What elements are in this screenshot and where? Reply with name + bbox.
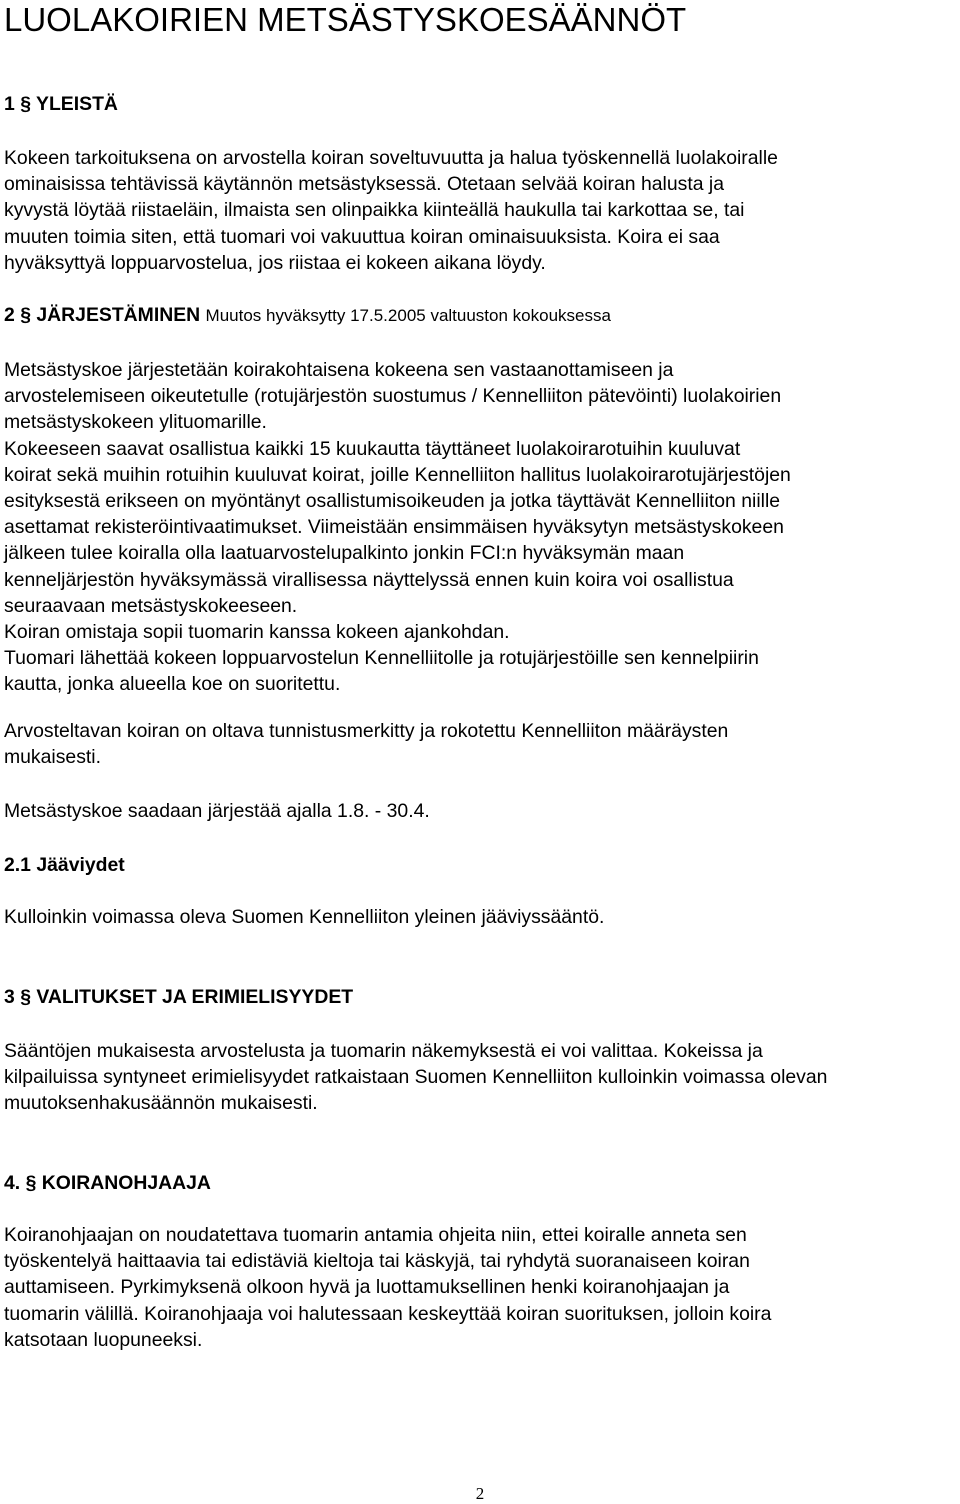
text-line: hyväksyttyä loppuarvostelua, jos riistaa ei kokeen aikana löydy. bbox=[4, 251, 546, 274]
section-sign: § bbox=[20, 93, 31, 115]
section-1-paragraph bbox=[4, 145, 778, 276]
section-4-heading bbox=[4, 1170, 211, 1196]
section-sign: § bbox=[20, 986, 31, 1008]
text-line: metsästyskokeen ylituomarille. bbox=[4, 411, 267, 434]
text-line: Metsästyskoe järjestetään koirakohtaisena kokeena sen vastaanottamiseen ja bbox=[4, 359, 674, 381]
text-line: mukaisesti. bbox=[4, 746, 101, 769]
section-number: 1 bbox=[4, 93, 15, 115]
section-2-heading bbox=[4, 302, 611, 329]
document-title: LUOLAKOIRIEN METSÄSTYSKOESÄÄNNÖT bbox=[4, 1, 687, 38]
section-2-paragraph-3 bbox=[4, 798, 430, 824]
section-sign: § bbox=[20, 304, 31, 326]
text-line: Metsästyskoe saadaan järjestää ajalla 1.8. - 30.4. bbox=[4, 800, 430, 822]
text-line: muuten toimia siten, että tuomari voi vakuuttua koiran ominaisuuksista. Koira ei saa bbox=[4, 225, 720, 248]
section-sign: § bbox=[25, 1172, 37, 1194]
text-line: Kokeen tarkoituksena on arvostella koiran soveltuvuutta ja halua työskennellä luolakoiralle bbox=[4, 147, 778, 169]
section-title: YLEISTÄ bbox=[36, 93, 118, 115]
text-line: tuomarin välillä. Koiranohjaaja voi halutessaan keskeyttää koiran suorituksen, jolloin koira bbox=[4, 1302, 772, 1325]
text-line: työskentelyä haittaavia tai edistäviä kieltoja tai käskyjä, tai ryhdytä suoranaiseen koiran bbox=[4, 1250, 750, 1273]
text-line: Tuomari lähettää kokeen loppuarvostelun Kennelliitolle ja rotujärjestöille sen kennelpiirin bbox=[4, 647, 759, 670]
section-1-heading bbox=[4, 91, 118, 117]
page-number: 2 bbox=[475, 1484, 485, 1503]
subsection-2-1-paragraph bbox=[4, 904, 604, 930]
text-line: kilpailuissa syntyneet erimielisyydet ratkaistaan Suomen Kennelliiton kulloinkin voimassa olevan bbox=[4, 1066, 828, 1089]
text-line: katsotaan luopuneeksi. bbox=[4, 1328, 203, 1351]
section-title: JÄRJESTÄMINEN bbox=[36, 304, 201, 326]
section-4-paragraph bbox=[4, 1222, 771, 1353]
text-line: jälkeen tulee koiralla olla laatuarvostelupalkinto jonkin FCI:n hyväksymän maan bbox=[4, 542, 685, 565]
section-number: 3 bbox=[4, 986, 15, 1008]
text-line: Arvosteltavan koiran on oltava tunnistusmerkitty ja rokotettu Kennelliiton määräysten bbox=[4, 720, 729, 742]
text-line: kenneljärjestön hyväksymässä virallisessa näyttelyssä ennen kuin koira voi osallistua bbox=[4, 568, 734, 591]
text-line: esityksestä erikseen on myöntänyt osallistumisoikeuden ja jotka täyttävät Kennelliiton niille bbox=[4, 490, 781, 513]
text-line: asettamat rekisteröintivaatimukset. Viimeistään ensimmäisen hyväksytyn metsästyskokeen bbox=[4, 516, 784, 539]
section-number: 2 bbox=[4, 304, 15, 326]
section-3-heading bbox=[4, 984, 353, 1010]
text-line: seuraavaan metsästyskokeeseen. bbox=[4, 594, 298, 617]
text-line: auttamiseen. Pyrkimyksenä olkoon hyvä ja luottamuksellinen henki koiranohjaajan ja bbox=[4, 1276, 730, 1299]
text-line: arvostelemiseen oikeutetulle (rotujärjestön suostumus / Kennelliiton pätevöinti) luolakoirien bbox=[4, 385, 782, 408]
section-title: VALITUKSET JA ERIMIELISYYDET bbox=[36, 986, 354, 1008]
section-3-paragraph bbox=[4, 1038, 827, 1117]
text-line: kyvystä löytää riistaeläin, ilmaista sen olinpaikka kiinteällä haukulla tai karkottaa se, tai bbox=[4, 199, 745, 222]
text-line: Kokeeseen saavat osallistua kaikki 15 kuukautta täyttäneet luolakoirarotuihin kuuluvat bbox=[4, 437, 741, 460]
text-line: muutoksenhakusäännön mukaisesti. bbox=[4, 1092, 318, 1115]
text-line: Kulloinkin voimassa oleva Suomen Kennelliiton yleinen jääviyssääntö. bbox=[4, 906, 605, 928]
subsection-2-1-heading: 2.1 Jääviydet bbox=[4, 854, 125, 876]
section-2-paragraph-1 bbox=[4, 357, 791, 698]
section-title: KOIRANOHJAAJA bbox=[41, 1172, 211, 1194]
amendment-note: Muutos hyväksytty 17.5.2005 valtuuston kokouksessa bbox=[205, 306, 611, 325]
text-line: Koiran omistaja sopii tuomarin kanssa kokeen ajankohdan. bbox=[4, 621, 510, 644]
text-line: kautta, jonka alueella koe on suoritettu. bbox=[4, 673, 341, 696]
text-line: koirat sekä muihin rotuihin kuuluvat koirat, joille Kennelliiton hallitus luolakoirarotujärjestöjen bbox=[4, 463, 791, 486]
text-line: ominaisissa tehtävissä käytännön metsästyksessä. Otetaan selvää koiran halusta ja bbox=[4, 173, 724, 196]
section-number: 4. bbox=[4, 1172, 21, 1194]
text-line: Sääntöjen mukaisesta arvostelusta ja tuomarin näkemyksestä ei voi valittaa. Kokeissa ja bbox=[4, 1040, 763, 1062]
text-line: Koiranohjaajan on noudatettava tuomarin antamia ohjeita niin, ettei koiralle anneta sen bbox=[4, 1224, 747, 1246]
section-2-paragraph-2 bbox=[4, 718, 728, 770]
